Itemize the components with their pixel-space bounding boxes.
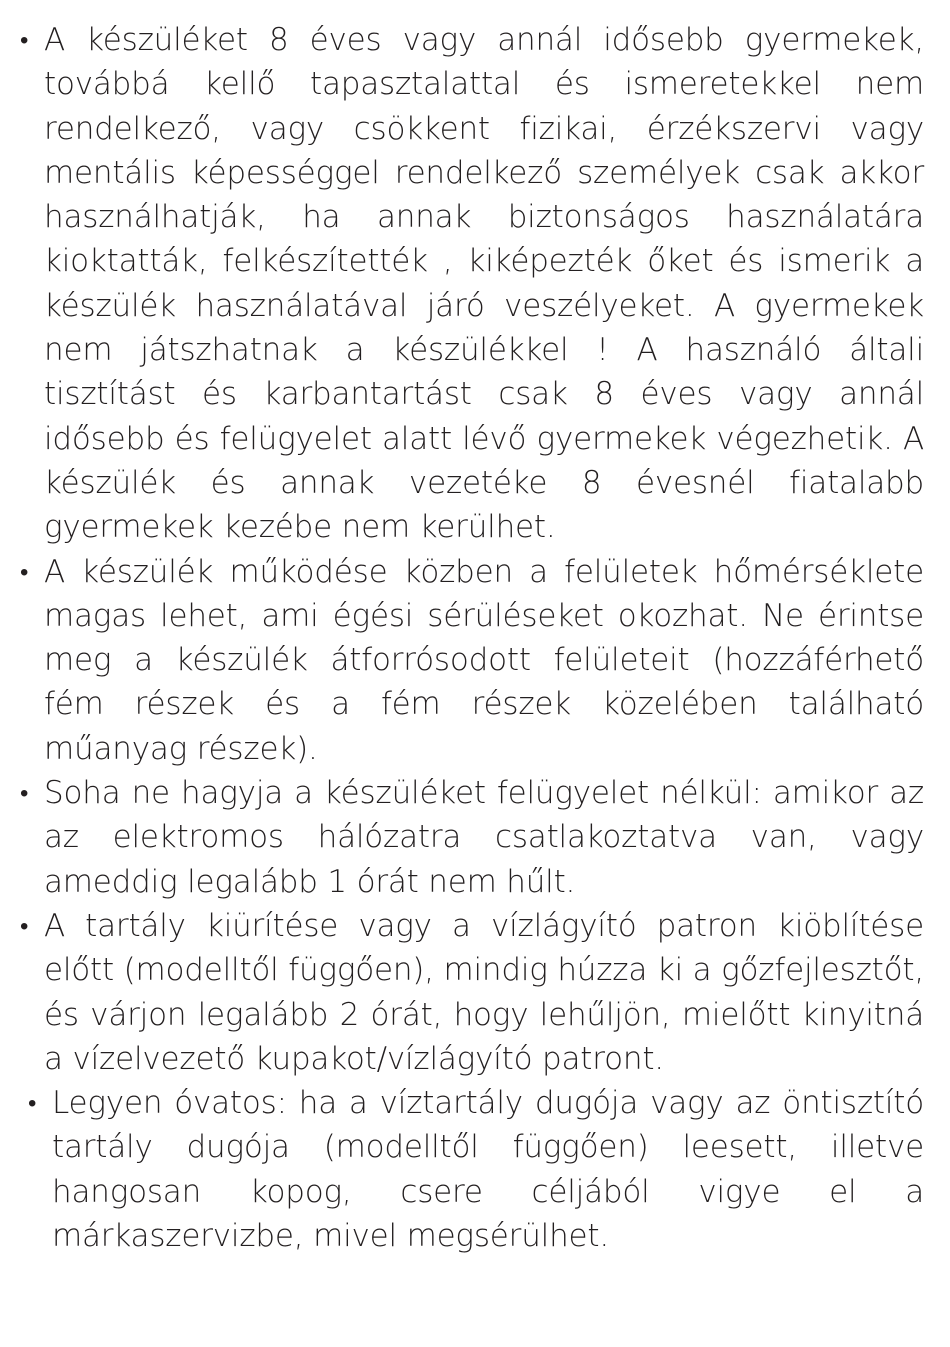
bullet-item-children-use: [0, 18, 950, 550]
safety-bullet-list: [0, 18, 950, 1258]
bullet-item-cap-replacement: [0, 1081, 950, 1258]
bullet-text: • Soha ne hagyja a készüléket felügyelet nélkül: amikor az az elektromos hálózatra csatlakoztatva van, vagy ameddig legalább 1 órát nem hűlt.: [44, 775, 924, 900]
document-page: [0, 18, 950, 1258]
bullet-item-hot-surfaces: [0, 550, 950, 771]
bullet-item-supervision: [0, 771, 950, 904]
bullet-item-tank-emptying: [0, 904, 950, 1081]
bullet-text: • A készülék működése közben a felületek hőmérséklete magas lehet, ami égési sérüléseket okozhat. Ne érintse meg a készülék átforrósodott felületeit (hozzáférhető fém részek és a fém részek közelében található műanyag részek).: [44, 553, 924, 767]
bullet-text: • Legyen óvatos: ha a víztartály dugója vagy az öntisztító tartály dugója (modelltől függően) leesett, illetve hangosan kopog, csere céljából vigye el a márkaszervizbe, mivel megsérülhet.: [52, 1085, 924, 1255]
bullet-text: • A tartály kiürítése vagy a vízlágyító patron kiöblítése előtt (modelltől függően), mindig húzza ki a gőzfejlesztőt, és várjon legalább 2 órát, hogy lehűljön, mielőtt kinyitná a vízelvezető kupakot/vízlágyító patront.: [44, 907, 924, 1077]
bullet-text: • A készüléket 8 éves vagy annál idősebb gyermekek, továbbá kellő tapasztalattal és ismeretekkel nem rendelkező, vagy csökkent fizikai, érzékszervi vagy mentális képességgel rendelkező személyek csak akkor használhatják, ha annak biztonságos használatára kioktatták, felkészítették , kiképezték őket és ismerik a készülék használatával járó veszélyeket. A gyermekek nem játszhatnak a készülékkel ! A használó általi tisztítást és karbantartást csak 8 éves vagy annál idősebb és felügyelet alatt lévő gyermekek végezhetik. A készülék és annak vezetéke 8 évesnél fiatalabb gyermekek kezébe nem kerülhet.: [44, 22, 924, 546]
